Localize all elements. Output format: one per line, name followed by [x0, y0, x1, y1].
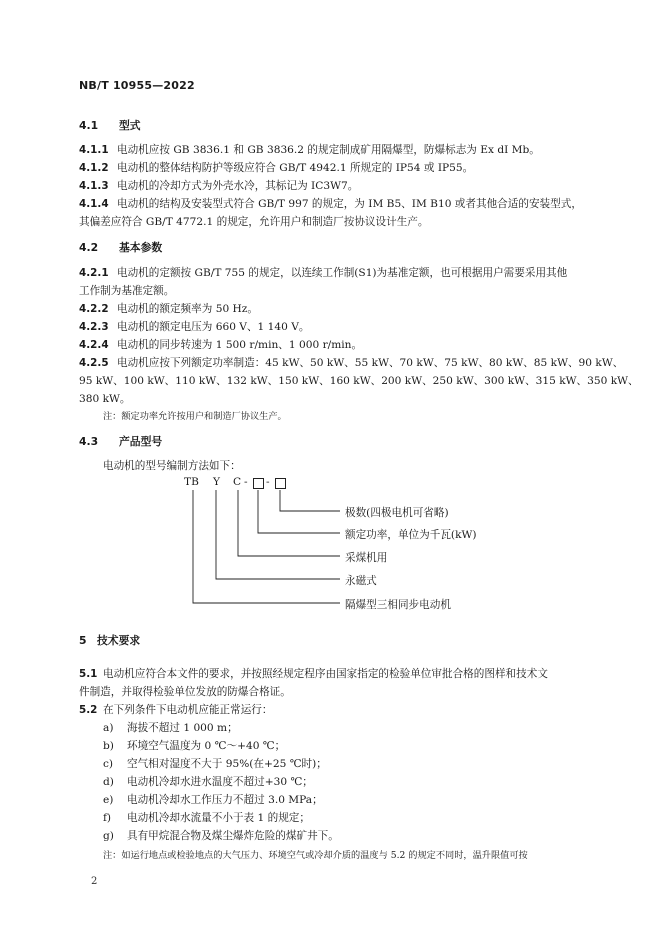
clause-text: 电动机的定额按 GB/T 755 的规定，以连续工作制(S1)为基准定额，也可根据用户需要采用其他: [117, 267, 568, 279]
clause-number: 5.1: [79, 668, 98, 680]
list-item-d: [103, 774, 313, 789]
section-number: 5: [79, 634, 87, 647]
clause-4-2-5-cont2: 380 kW。: [79, 393, 131, 405]
clause-4-2-5-cont1: 95 kW、100 kW、110 kW、132 kW、150 kW、160 kW、200 kW、250 kW、300 kW、315 kW、350 kW、: [79, 375, 639, 387]
clause-text: 电动机的冷却方式为外壳水冷，其标记为 IC3W7。: [117, 180, 359, 192]
model-intro: 电动机的型号编制方法如下：: [103, 460, 241, 472]
section-title: 技术要求: [97, 634, 141, 647]
section-title: 基本参数: [119, 241, 163, 254]
clause-5-1-cont: 件制造，并取得检验单位发放的防爆合格证。: [79, 686, 291, 698]
section-number: 4.2: [79, 241, 99, 254]
clause-text: 电动机的同步转速为 1 500 r/min、1 000 r/min。: [117, 339, 363, 351]
list-item-g: [103, 828, 339, 843]
list-letter: e): [103, 794, 114, 806]
list-letter: d): [103, 776, 114, 788]
clause-number: 4.2.3: [79, 321, 109, 333]
clause-4-1-4-cont: 其偏差应符合 GB/T 4772.1 的规定，允许用户和制造厂按协议设计生产。: [79, 216, 429, 228]
clause-text: 电动机的整体结构防护等级应符合 GB/T 4942.1 所规定的 IP54 或 IP55。: [117, 162, 474, 174]
clause-number: 4.1.2: [79, 162, 109, 174]
list-item-c: [103, 756, 327, 771]
list-text: 具有甲烷混合物及煤尘爆炸危险的煤矿井下。: [127, 830, 339, 842]
standard-header: NB/T 10955—2022: [79, 79, 195, 92]
list-item-f: [103, 810, 310, 825]
clause-number: 4.2.1: [79, 267, 109, 279]
list-text: 环境空气温度为 0 ℃～+40 ℃；: [127, 740, 286, 752]
clause-number: 4.2.5: [79, 357, 109, 369]
section-5-heading: [79, 633, 140, 648]
list-letter: a): [103, 722, 114, 734]
section-number: 4.1: [79, 119, 99, 132]
list-text: 电动机冷却水进水温度不超过+30 ℃；: [127, 776, 313, 788]
clause-4-2-1-cont: 工作制为基准定额。: [79, 285, 175, 297]
clause-5-1: [79, 666, 548, 681]
clause-5-2: [79, 702, 273, 717]
list-text: 海拔不超过 1 000 m；: [127, 722, 238, 734]
clause-number: 5.2: [79, 704, 98, 716]
note-rated-power: 注：额定功率允许按用户和制造厂协议生产。: [103, 411, 287, 422]
clause-number: 4.1.1: [79, 144, 109, 156]
list-text: 空气相对湿度不大于 95%(在+25 ℃时)；: [127, 758, 327, 770]
list-letter: c): [103, 758, 114, 770]
clause-number: 4.2.4: [79, 339, 109, 351]
list-text: 电动机冷却水流量不小于表 1 的规定；: [127, 812, 310, 824]
code-c: C: [233, 476, 242, 488]
section-title: 产品型号: [119, 435, 163, 448]
clause-number: 4.1.4: [79, 198, 109, 210]
label-flameproof-motor: 隔爆型三相同步电动机: [345, 599, 451, 611]
list-letter: b): [103, 740, 114, 752]
label-permanent-magnet: 永磁式: [345, 575, 377, 587]
clause-text: 电动机的结构及安装型式符合 GB/T 997 的规定，为 IM B5、IM B10 或者其他合适的安装型式，: [117, 198, 582, 210]
clause-text: 电动机的额定电压为 660 V、1 140 V。: [117, 321, 310, 333]
list-letter: g): [103, 830, 114, 842]
note-operating-conditions: 注：如运行地点或检验地点的大气压力、环境空气或冷却介质的温度与 5.2 的规定不同时，温升限值可按: [103, 850, 528, 861]
list-letter: f): [103, 812, 112, 824]
label-poles: 极数(四极电机可省略): [345, 507, 449, 519]
clause-number: 4.1.3: [79, 180, 109, 192]
code-y: Y: [213, 476, 220, 488]
list-item-e: [103, 792, 323, 807]
code-tb: TB: [184, 476, 199, 488]
section-title: 型式: [119, 119, 141, 132]
code-dash-2: -: [266, 476, 270, 488]
clause-text: 在下列条件下电动机应能正常运行：: [103, 704, 273, 716]
list-item-a: [103, 720, 238, 735]
clause-text: 电动机应按下列额定功率制造：45 kW、50 kW、55 kW、70 kW、75 kW、80 kW、85 kW、90 kW、: [117, 357, 624, 369]
list-item-b: [103, 738, 285, 753]
list-text: 电动机冷却水工作压力不超过 3.0 MPa；: [127, 794, 323, 806]
label-shearer: 采煤机用: [345, 552, 388, 564]
page-number: 2: [91, 876, 98, 887]
clause-text: 电动机应按 GB 3836.1 和 GB 3836.2 的规定制成矿用隔爆型，防爆标志为 Ex dI Mb。: [117, 144, 540, 156]
section-number: 4.3: [79, 435, 99, 448]
clause-text: 电动机的额定频率为 50 Hz。: [117, 303, 258, 315]
label-rated-power: 额定功率，单位为千瓦(kW): [345, 529, 477, 541]
code-dash-1: -: [244, 476, 248, 488]
clause-text: 电动机应符合本文件的要求，并按照经规定程序由国家指定的检验单位审批合格的图样和技术文: [103, 668, 548, 680]
clause-number: 4.2.2: [79, 303, 109, 315]
